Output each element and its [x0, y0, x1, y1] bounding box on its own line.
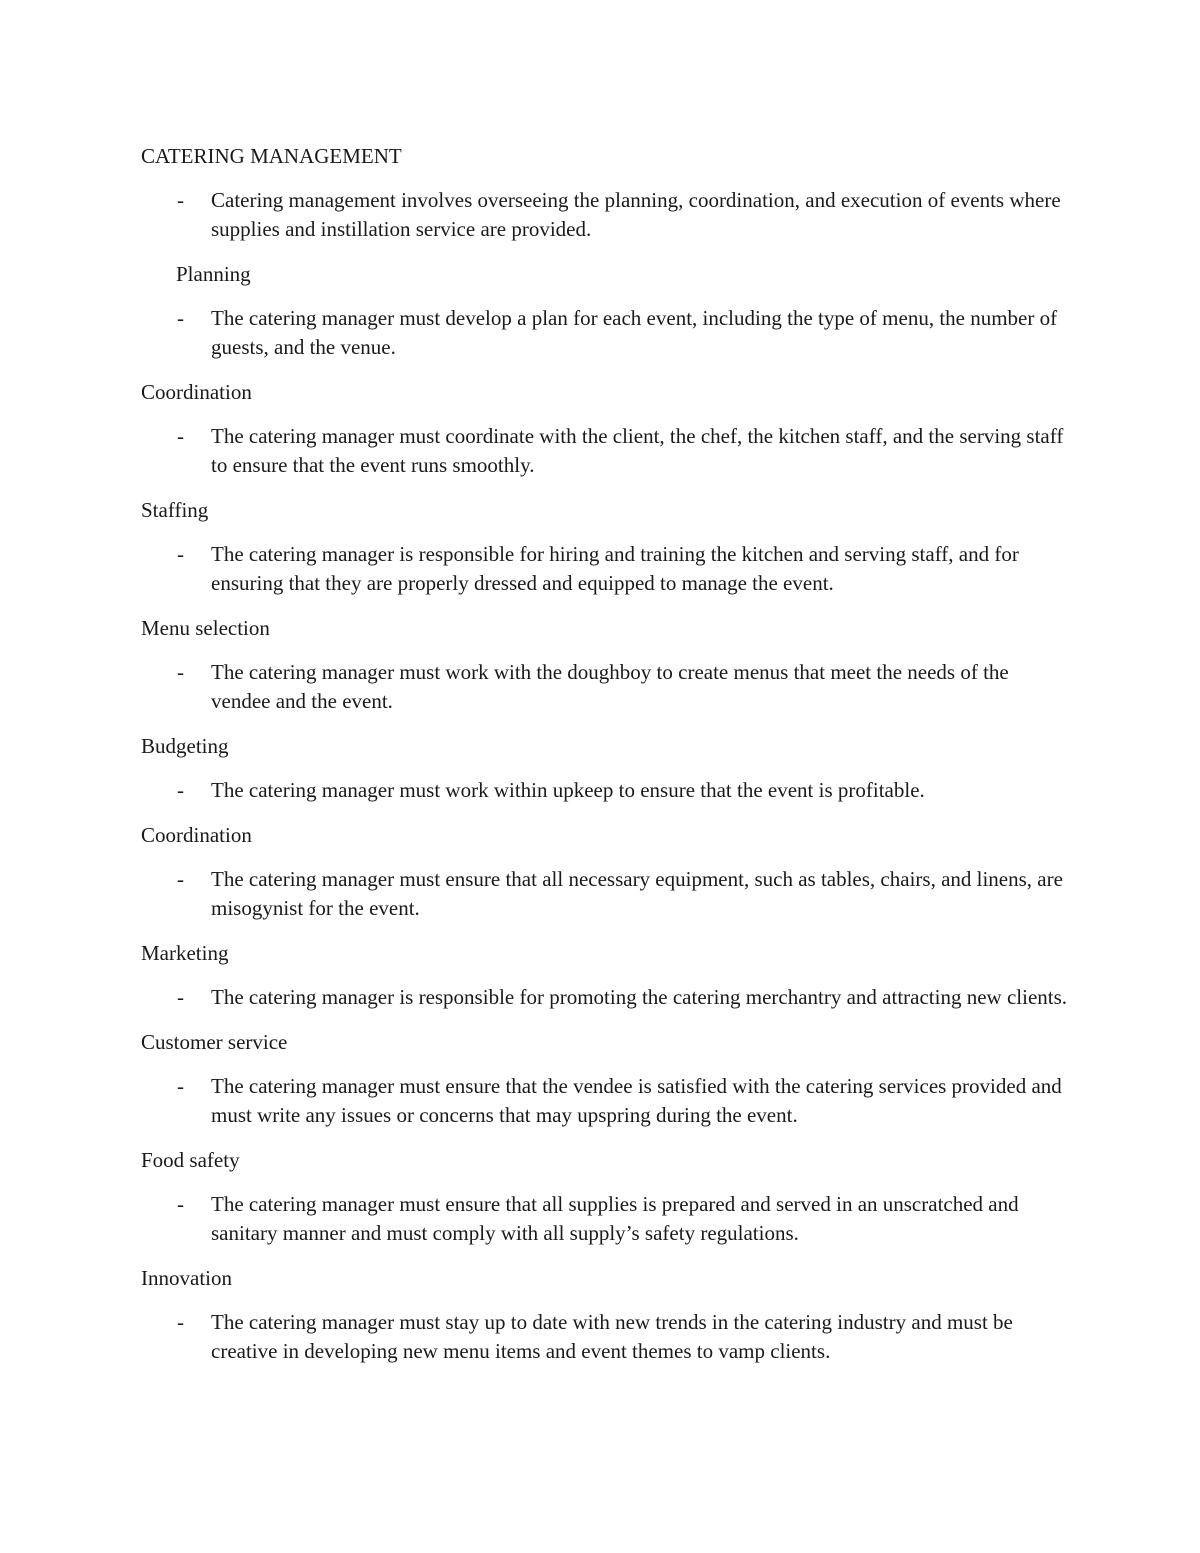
- bullet-text: The catering manager must ensure that all supplies is prepared and served in an unscratched and sanitary manner and must comply with all supply’s safety regulations.: [211, 1192, 1019, 1245]
- bullet-text: The catering manager is responsible for promoting the catering merchantry and attracting new clients.: [211, 985, 1068, 1009]
- bullet-text: The catering manager must ensure that all necessary equipment, such as tables, chairs, and linens, are misogynist for the event.: [211, 867, 1063, 920]
- section-heading: Menu selection: [141, 616, 270, 640]
- document-page: [141, 141, 1071, 1381]
- bullet-dash: -: [177, 1192, 184, 1216]
- section-bullet: [141, 658, 1071, 716]
- section-bullet: [141, 304, 1071, 362]
- section-budgeting: [141, 731, 1071, 805]
- bullet-text: The catering manager is responsible for hiring and training the kitchen and serving staff, and for ensuring that they are properly dressed and equipped to manage the event.: [211, 542, 1019, 595]
- section-bullet: [141, 983, 1071, 1012]
- bullet-dash: -: [177, 867, 184, 891]
- section-bullet: [141, 1190, 1071, 1248]
- bullet-dash: -: [177, 985, 184, 1009]
- intro-bullet: [141, 186, 1071, 244]
- document-title: CATERING MANAGEMENT: [141, 144, 402, 168]
- section-heading: Coordination: [141, 380, 252, 404]
- section-planning: [141, 259, 1071, 362]
- section-heading: Staffing: [141, 498, 209, 522]
- bullet-dash: -: [177, 660, 184, 684]
- section-bullet: [141, 776, 1071, 805]
- bullet-dash: -: [177, 306, 184, 330]
- bullet-dash: -: [177, 778, 184, 802]
- bullet-text: The catering manager must develop a plan for each event, including the type of menu, the number of guests, and the venue.: [211, 306, 1058, 359]
- section-food-safety: [141, 1145, 1071, 1248]
- bullet-text: The catering manager must work within upkeep to ensure that the event is profitable.: [211, 778, 925, 802]
- bullet-dash: -: [177, 188, 184, 212]
- section-bullet: [141, 1072, 1071, 1130]
- section-coordination: [141, 377, 1071, 480]
- bullet-text: The catering manager must stay up to date with new trends in the catering industry and must be creative in developing new menu items and event themes to vamp clients.: [211, 1310, 1013, 1363]
- section-heading: Customer service: [141, 1030, 288, 1054]
- section-menu-selection: [141, 613, 1071, 716]
- section-customer-service: [141, 1027, 1071, 1130]
- section-heading: Marketing: [141, 941, 229, 965]
- section-bullet: [141, 422, 1071, 480]
- bullet-text: The catering manager must work with the doughboy to create menus that meet the needs of the vendee and the event.: [211, 660, 1009, 713]
- section-bullet: [141, 1308, 1071, 1366]
- section-bullet: [141, 540, 1071, 598]
- section-heading: Innovation: [141, 1266, 232, 1290]
- section-marketing: [141, 938, 1071, 1012]
- section-coordination-2: [141, 820, 1071, 923]
- bullet-dash: -: [177, 424, 184, 448]
- section-staffing: [141, 495, 1071, 598]
- section-heading: Planning: [176, 262, 251, 286]
- bullet-text: Catering management involves overseeing the planning, coordination, and execution of events where supplies and instillation service are provided.: [211, 188, 1061, 241]
- section-bullet: [141, 865, 1071, 923]
- section-innovation: [141, 1263, 1071, 1366]
- bullet-dash: -: [177, 1074, 184, 1098]
- section-heading: Food safety: [141, 1148, 240, 1172]
- bullet-dash: -: [177, 1310, 184, 1334]
- section-heading: Budgeting: [141, 734, 229, 758]
- bullet-dash: -: [177, 542, 184, 566]
- bullet-text: The catering manager must coordinate with the client, the chef, the kitchen staff, and the serving staff to ensure that the event runs smoothly.: [211, 424, 1064, 477]
- section-heading: Coordination: [141, 823, 252, 847]
- bullet-text: The catering manager must ensure that the vendee is satisfied with the catering services provided and must write any issues or concerns that may upspring during the event.: [211, 1074, 1062, 1127]
